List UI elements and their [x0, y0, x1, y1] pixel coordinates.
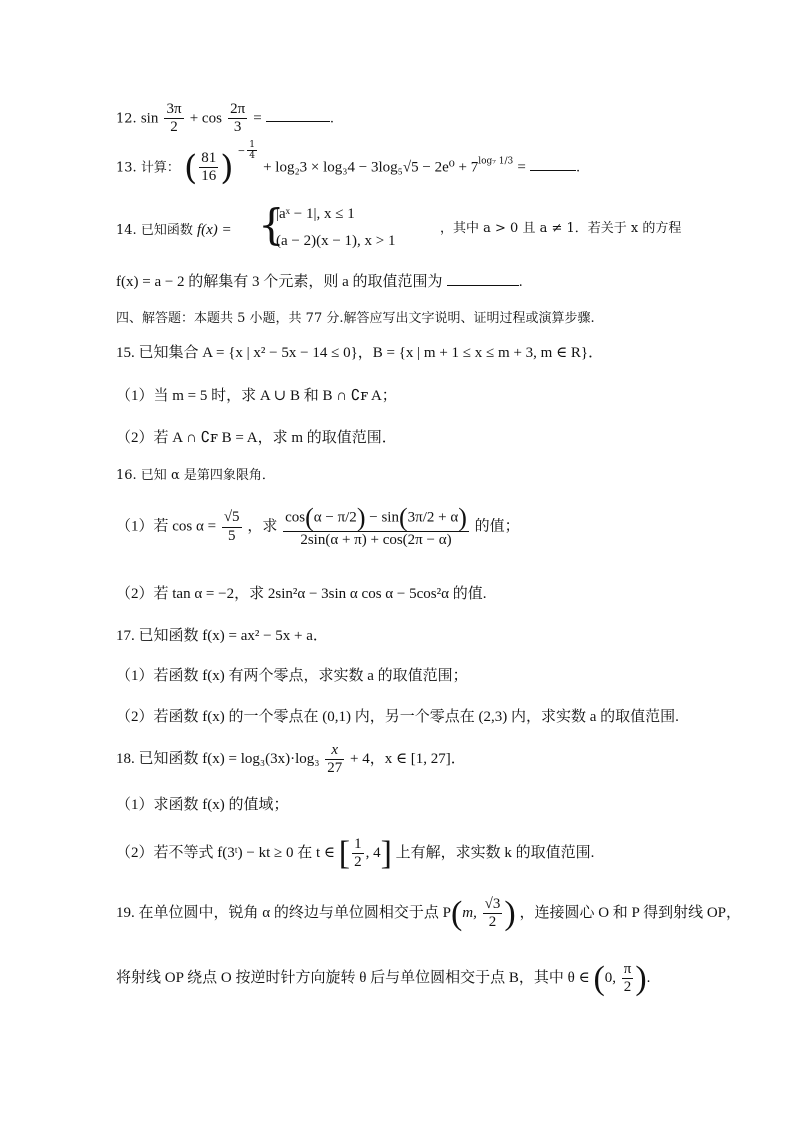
fraction: $\frac{x}{27}$: [327, 742, 343, 777]
fraction: $\frac{3\pi}{2}$: [166, 101, 182, 136]
piecewise-case-1: |aˣ − 1|, x ≤ 1: [276, 206, 355, 222]
question-15-part-1: （1）当 m = 5 时，求 A ∪ B 和 B ∩ ∁ꜰ A；: [116, 388, 397, 404]
question-number: 13.: [116, 160, 137, 176]
exponent: log₇ 1/3: [478, 156, 514, 167]
question-18-stem: 18. 已知函数 f(x) = log₃(3x)·log₃ $\frac{x}{27}$ + 4，x ∈ [1, 27]．: [116, 742, 466, 777]
cos-term: + cos: [189, 110, 222, 127]
question-18-part-2: （2）若不等式 f(3ᵗ) − kt ≥ 0 在 t ∈ [ $\frac{1}{2}$ , 4] 上有解，求实数 k 的取值范围.: [116, 834, 595, 872]
question-14: 14. 已知函数 f(x) =: [116, 222, 232, 238]
question-label: 计算：: [140, 160, 180, 176]
question-19-line-1: 19. 在单位圆中，锐角 α 的终边与单位圆相交于点 P(m, $\frac{√3}{2}$ ) ，连接圆心 O 和 P 得到射线 OP，: [116, 894, 741, 932]
question-16-part-1: （1）若 cos α = $\frac{√5}{5}$ ，求 $\frac{\cos(\alpha - \pi/2) - \sin(3\pi/2 + \alpha)}{2\sin(\alpha + \pi) + \cos(2\pi - \alpha)}$ 的值；: [116, 503, 520, 548]
question-18-part-1: （1）求函数 f(x) 的值域；: [116, 797, 289, 813]
fraction: $\frac{√3}{2}$: [484, 896, 501, 931]
question-17-part-2: （2）若函数 f(x) 的一个零点在 (0,1) 内，另一个零点在 (2,3) 内，求实数 a 的取值范围.: [116, 709, 679, 725]
piecewise-brace: {: [258, 200, 285, 249]
piecewise-case-2: (a − 2)(x − 1), x > 1: [276, 233, 396, 249]
big-fraction: $\frac{\cos(\alpha - \pi/2) - \sin(3\pi/2 + \alpha)}{2\sin(\alpha + \pi) + \cos(2\pi - \alpha)}$: [285, 503, 467, 548]
answer-blank[interactable]: [447, 273, 519, 286]
question-14-line2: f(x) = a − 2 的解集有 3 个元素，则 a 的取值范围为 .: [116, 274, 523, 290]
question-16-stem: 16. 已知 α 是第四象限角．: [116, 468, 275, 483]
question-12: 12. sin $\frac{3\pi}{2}$ + cos $\frac{2\pi}{3}$ = .: [116, 101, 335, 136]
question-17-stem: 17. 已知函数 f(x) = ax² − 5x + a．: [116, 628, 328, 644]
question-15-stem: 15. 已知集合 A = {x | x² − 5x − 14 ≤ 0}，B = {x | m + 1 ≤ x ≤ m + 3, m ∈ R}．: [116, 345, 604, 361]
question-19-line-2: 将射线 OP 绕点 O 按逆时针方向旋转 θ 后与单位圆相交于点 B，其中 θ ∈ (0, $\frac{\pi}{2}$ ).: [116, 959, 651, 997]
fraction: $\frac{\pi}{2}$: [623, 961, 632, 996]
fraction: $\frac{2\pi}{3}$: [230, 101, 246, 136]
question-16-part-2: （2）若 tan α = −2，求 2sin²α − 3sin α cos α − 5cos²α 的值.: [116, 586, 487, 602]
section-heading: 四、解答题：本题共 5 小题，共 77 分.解答应写出文字说明、证明过程或演算步骤.: [116, 311, 595, 326]
answer-blank[interactable]: [266, 109, 330, 122]
answer-blank[interactable]: [530, 158, 576, 171]
question-number: 12.: [116, 111, 137, 127]
exponent: − $\frac{1}{4}$: [237, 140, 255, 162]
question-13: 13. 计算： ( $\frac{81}{16}$ ) − $\frac{1}{4}$ + $\log_23 \times \log_34 - 3\log_5√5 - 2e^0 + 7^{log_7 1/3}$ = .: [116, 140, 581, 188]
question-17-part-1: （1）若函数 f(x) 有两个零点，求实数 a 的取值范围；: [116, 668, 468, 684]
fraction: $\frac{1}{2}$: [354, 836, 362, 871]
expression: + log₂3 × log₃4 − 3log₅√5 − 2e⁰ + 7: [263, 159, 479, 176]
sin-term: sin: [140, 110, 159, 127]
question-14-condition: ，其中 a > 0 且 a ≠ 1．若关于 x 的方程: [440, 221, 682, 236]
fraction: $\frac{√5}{5}$: [223, 509, 240, 544]
question-number: 14.: [116, 223, 137, 238]
fraction: $\frac{81}{16}$: [201, 150, 217, 185]
question-15-part-2: （2）若 A ∩ ∁ꜰ B = A，求 m 的取值范围．: [116, 430, 397, 446]
function-name: f(x) =: [196, 222, 232, 238]
